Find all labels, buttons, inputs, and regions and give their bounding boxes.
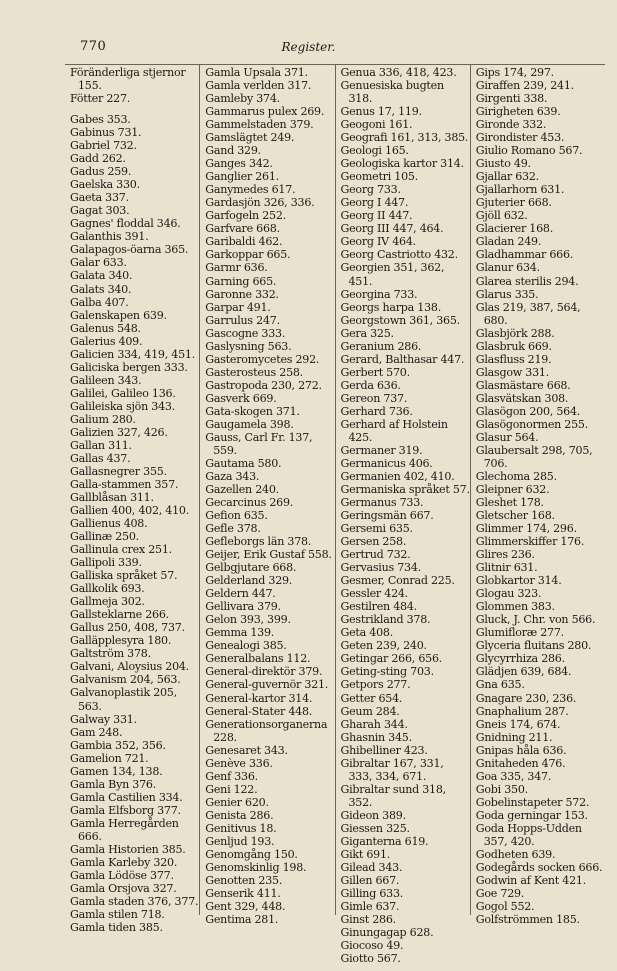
index-entry: Gazellen 240. bbox=[205, 483, 279, 496]
index-entry: Gallkolik 693. bbox=[70, 582, 145, 596]
index-entry: Geldern 447. bbox=[205, 587, 276, 601]
index-entry: Gera 325. bbox=[340, 326, 394, 340]
index-entry: Galiciska bergen 333. bbox=[70, 360, 188, 374]
index-entry: Godheten 639. bbox=[475, 847, 556, 861]
index-entry: Galizien 327, 426. bbox=[70, 425, 168, 439]
index-entry: Gamla Upsala 371. bbox=[205, 66, 308, 79]
index-entry: Gamla Karleby 320. bbox=[70, 855, 178, 869]
index-entry: Godwin af Kent 421. bbox=[475, 873, 586, 887]
index-entry: Glasfluss 219. bbox=[475, 352, 552, 366]
index-entry: Garonne 332. bbox=[205, 287, 279, 301]
index-entry: Gerhard 736. bbox=[340, 404, 413, 418]
index-entry: Giulio Romano 567. bbox=[475, 144, 583, 158]
index-entry: Glechoma 285. bbox=[475, 469, 557, 483]
index-entry: Gallmeja 302. bbox=[70, 595, 145, 609]
index-entry: Glimmerskiffer 176. bbox=[475, 535, 585, 549]
index-entry: Galium 280. bbox=[70, 412, 136, 426]
index-entry: Gna 635. bbox=[475, 678, 525, 692]
index-entry: Geologi 165. bbox=[340, 144, 409, 158]
index-entry: Gallsteklarne 266. bbox=[70, 608, 169, 622]
index-entry: Gobi 350. bbox=[475, 782, 528, 796]
index-entry: Ginst 286. bbox=[340, 913, 396, 927]
index-entry: Gereon 737. bbox=[340, 391, 408, 405]
index-entry: Gallipoli 339. bbox=[70, 556, 142, 570]
index-entry: Girgenti 338. bbox=[475, 92, 548, 106]
index-entry: Genista 286. bbox=[205, 808, 274, 822]
index-entry: Galenskapen 639. bbox=[70, 308, 167, 322]
index-entry: Giraffen 239, 241. bbox=[475, 79, 574, 93]
index-entry: Glädjen 639, 684. bbox=[475, 665, 572, 679]
index-entry: Gluck, J. Chr. von 566. bbox=[475, 613, 596, 627]
index-entry: Galvanism 204, 563. bbox=[70, 673, 181, 687]
index-columns bbox=[65, 64, 605, 966]
index-entry: Galerius 409. bbox=[70, 334, 143, 348]
index-column-1 bbox=[65, 65, 199, 935]
index-entry: Germaner 319. bbox=[340, 443, 423, 457]
index-entry: Gjöll 632. bbox=[475, 209, 528, 223]
index-entry: Gamla Lödöse 377. bbox=[70, 868, 174, 882]
index-entry: Gnipas håla 636. bbox=[475, 743, 567, 757]
index-entry: Galanthis 391. bbox=[70, 230, 149, 244]
index-entry: Geringsmän 667. bbox=[340, 509, 434, 523]
index-entry: Glasmästare 668. bbox=[475, 378, 571, 392]
index-entry: Genitivus 18. bbox=[205, 821, 277, 835]
index-entry: Gnitaheden 476. bbox=[475, 756, 566, 770]
index-entry: Gestilren 484. bbox=[340, 600, 417, 614]
index-entry: Gallienus 408. bbox=[70, 517, 148, 531]
index-entry: Georg III 447, 464. bbox=[340, 222, 444, 236]
index-entry: Gerard, Balthasar 447. bbox=[340, 352, 465, 366]
index-entry: Golfströmmen 185. bbox=[475, 913, 580, 927]
index-entry: Godegårds socken 666. bbox=[475, 860, 603, 874]
index-entry: Genuesiska bugten 318. bbox=[340, 79, 444, 106]
index-entry: Gellivara 379. bbox=[205, 600, 281, 614]
index-entry: Georgs harpa 138. bbox=[340, 300, 441, 314]
index-entry: Gata-skogen 371. bbox=[205, 404, 300, 418]
index-entry: Gamen 134, 138. bbox=[70, 764, 163, 778]
index-entry: Gips 174, 297. bbox=[475, 66, 554, 79]
index-entry: Germanien 402, 410. bbox=[340, 469, 455, 483]
index-entry: Gerda 636. bbox=[340, 378, 401, 392]
index-entry: Garibaldi 462. bbox=[205, 235, 283, 249]
index-entry: Gam 248. bbox=[70, 725, 123, 739]
index-entry: Gibraltar sund 318, 352. bbox=[340, 782, 446, 809]
index-entry: Genève 336. bbox=[205, 756, 273, 770]
index-entry: Gessler 424. bbox=[340, 587, 408, 601]
index-entry: Gjallar 632. bbox=[475, 170, 539, 184]
index-entry: Föränderliga stjernor 155. bbox=[70, 66, 186, 93]
index-entry: Glasögon 200, 564. bbox=[475, 404, 581, 418]
index-entry: Gautama 580. bbox=[205, 456, 282, 470]
index-entry: Gammarus pulex 269. bbox=[205, 105, 325, 119]
index-entry: Glasur 564. bbox=[475, 430, 539, 444]
index-entry: Ghibelliner 423. bbox=[340, 743, 428, 757]
index-entry: Gardasjön 326, 336. bbox=[205, 196, 315, 210]
index-entry: Genomgång 150. bbox=[205, 847, 298, 861]
index-entry: Gamla Byn 376. bbox=[70, 777, 156, 791]
index-entry: Georg Castriotto 432. bbox=[340, 248, 458, 262]
index-entry: Gneis 174, 674. bbox=[475, 717, 561, 731]
index-entry: Gallan 311. bbox=[70, 438, 132, 452]
index-entry: Glacierer 168. bbox=[475, 222, 553, 236]
index-entry: Gervasius 734. bbox=[340, 561, 421, 575]
index-entry: Gelbgjutare 668. bbox=[205, 561, 297, 575]
index-entry: Gersen 258. bbox=[340, 535, 407, 549]
index-entry: Gobelinstapeter 572. bbox=[475, 795, 590, 809]
index-column-3 bbox=[335, 65, 470, 966]
index-entry: Gikt 691. bbox=[340, 847, 391, 861]
index-entry: Glitnir 631. bbox=[475, 561, 538, 575]
index-entry: Gideon 389. bbox=[340, 808, 406, 822]
index-entry: Gallblåsan 311. bbox=[70, 491, 154, 504]
index-entry: Glanur 634. bbox=[475, 261, 540, 275]
index-entry: Gagnes' floddal 346. bbox=[70, 217, 181, 231]
index-entry: Gent 329, 448. bbox=[205, 900, 286, 913]
index-entry: Gentima 281. bbox=[205, 913, 279, 927]
index-entry: Goa 335, 347. bbox=[475, 769, 552, 783]
index-entry: Gnidning 211. bbox=[475, 730, 553, 744]
index-entry: Gabriel 732. bbox=[70, 139, 137, 153]
index-entry: Galläpplesyra 180. bbox=[70, 634, 172, 648]
index-entry: Galba 407. bbox=[70, 295, 129, 309]
index-entry: Gogol 552. bbox=[475, 900, 535, 913]
index-entry: Genus 17, 119. bbox=[340, 105, 422, 119]
index-entry: Gironde 332. bbox=[475, 118, 547, 132]
index-entry: Ghasnin 345. bbox=[340, 730, 412, 744]
index-entry: Giusto 49. bbox=[475, 157, 531, 171]
index-entry: Genf 336. bbox=[205, 769, 258, 783]
index-entry: Ganges 342. bbox=[205, 157, 273, 171]
index-entry: Galileen 343. bbox=[70, 373, 142, 387]
index-entry: Geten 239, 240. bbox=[340, 639, 427, 653]
index-entry: Giessen 325. bbox=[340, 821, 410, 835]
index-entry: Galvanoplastik 205, 563. bbox=[70, 686, 177, 713]
index-entry: General-Stater 448. bbox=[205, 704, 313, 718]
index-entry: Glommen 383. bbox=[475, 600, 555, 614]
index-entry: Gelon 393, 399. bbox=[205, 613, 291, 627]
index-entry: Gallinæ 250. bbox=[70, 530, 139, 544]
index-entry: Glasbjörk 288. bbox=[475, 326, 555, 340]
index-entry: Geranium 286. bbox=[340, 339, 422, 353]
index-entry: Giganterna 619. bbox=[340, 834, 429, 848]
index-entry: Gastropoda 230, 272. bbox=[205, 378, 322, 392]
index-entry: Gamslägtet 249. bbox=[205, 131, 295, 145]
index-entry: Galway 331. bbox=[70, 712, 137, 726]
index-entry: Galata 340. bbox=[70, 269, 133, 283]
index-entry: Germaniska språket 57. bbox=[340, 483, 470, 496]
index-entry: Gasverk 669. bbox=[205, 391, 277, 405]
index-entry: Gilead 343. bbox=[340, 860, 403, 874]
index-entry: Gabes 353. bbox=[70, 113, 131, 127]
index-entry: Fötter 227. bbox=[70, 92, 131, 106]
index-entry: Gibraltar 167, 331, 333, 334, 671. bbox=[340, 756, 444, 783]
index-entry: General-direktör 379. bbox=[205, 665, 323, 679]
index-entry: Gamla Historien 385. bbox=[70, 842, 186, 856]
index-entry: Generationsorganerna 228. bbox=[205, 717, 328, 744]
index-entry: Geometri 105. bbox=[340, 170, 418, 184]
index-entry: Gnagare 230, 236. bbox=[475, 691, 577, 705]
index-entry: Georg II 447. bbox=[340, 209, 413, 223]
index-entry: Gamla Castilien 334. bbox=[70, 790, 183, 804]
index-entry: Gertrud 732. bbox=[340, 548, 411, 562]
index-entry: Garpar 491. bbox=[205, 300, 271, 314]
index-entry: Gillen 667. bbox=[340, 873, 400, 887]
index-entry: Galtström 378. bbox=[70, 647, 151, 661]
index-entry: Gamleby 374. bbox=[205, 92, 280, 106]
index-entry: Gadd 262. bbox=[70, 152, 126, 166]
index-entry: Gamla tiden 385. bbox=[70, 921, 163, 935]
index-entry: Gamla Elfsborg 377. bbox=[70, 803, 181, 817]
index-entry: Ganglier 261. bbox=[205, 170, 279, 184]
index-entry: Gaugamela 398. bbox=[205, 417, 294, 431]
index-entry: Getpors 277. bbox=[340, 678, 411, 692]
index-entry: Glimmer 174, 296. bbox=[475, 522, 577, 536]
index-entry: Girigheten 639. bbox=[475, 105, 561, 119]
index-entry: Gjuterier 668. bbox=[475, 196, 552, 210]
index-entry: Glycyrrhiza 286. bbox=[475, 652, 565, 666]
index-entry: Glarea sterilis 294. bbox=[475, 274, 579, 288]
index-entry: Galapagos-öarna 365. bbox=[70, 243, 189, 257]
index-entry: Geologiska kartor 314. bbox=[340, 157, 464, 171]
index-entry: Georg 733. bbox=[340, 183, 401, 197]
index-entry: Gecarcinus 269. bbox=[205, 496, 294, 510]
index-entry: Georgien 351, 362, 451. bbox=[340, 261, 445, 288]
index-entry: Gefion 635. bbox=[205, 509, 268, 523]
index-entry: Georgstown 361, 365. bbox=[340, 313, 460, 327]
index-entry: Geni 122. bbox=[205, 782, 258, 796]
index-entry: Galileiska sjön 343. bbox=[70, 399, 175, 413]
index-entry: Gimle 637. bbox=[340, 900, 400, 913]
index-entry: Germanicus 406. bbox=[340, 456, 433, 470]
index-entry: Garkoppar 665. bbox=[205, 248, 291, 262]
index-entry: Gefleborgs län 378. bbox=[205, 535, 312, 549]
index-entry: Glasögonormen 255. bbox=[475, 417, 589, 431]
index-entry: Girondister 453. bbox=[475, 131, 565, 145]
index-entry: Gilling 633. bbox=[340, 886, 404, 900]
index-entry: Giotto 567. bbox=[340, 952, 401, 966]
index-entry: Glaubersalt 298, 705, 706. bbox=[475, 443, 593, 470]
index-entry: Gefle 378. bbox=[205, 522, 261, 536]
index-entry: Genserik 411. bbox=[205, 886, 281, 900]
index-entry: Gladhammar 666. bbox=[475, 248, 574, 262]
index-entry: Glogau 323. bbox=[475, 587, 542, 601]
index-entry: Gabinus 731. bbox=[70, 126, 142, 140]
index-entry: Garfogeln 252. bbox=[205, 209, 286, 223]
running-title: Register. bbox=[281, 40, 336, 54]
index-entry: Galenus 548. bbox=[70, 321, 141, 335]
index-entry: Garmr 636. bbox=[205, 261, 268, 275]
index-entry: Galicien 334, 419, 451. bbox=[70, 347, 195, 361]
index-entry: Garfvare 668. bbox=[205, 222, 280, 236]
index-entry: Geografi 161, 313, 385. bbox=[340, 131, 469, 145]
index-entry: Glas 219, 387, 564, 680. bbox=[475, 300, 581, 327]
index-entry: Gamla verlden 317. bbox=[205, 79, 312, 93]
index-entry: Glarus 335. bbox=[475, 287, 539, 301]
index-entry: Garning 665. bbox=[205, 274, 277, 288]
index-entry: Geum 284. bbox=[340, 704, 400, 718]
index-entry: Giocoso 49. bbox=[340, 939, 404, 953]
index-entry: Gamla Orsjova 327. bbox=[70, 881, 177, 895]
index-column-2 bbox=[199, 65, 334, 927]
index-entry: Getter 654. bbox=[340, 691, 403, 705]
index-entry: Gleshet 178. bbox=[475, 496, 544, 510]
index-entry: Gasteromycetes 292. bbox=[205, 352, 320, 366]
index-entry: Georg IV 464. bbox=[340, 235, 416, 249]
index-entry: Galar 633. bbox=[70, 256, 127, 270]
index-entry: Gnaphalium 287. bbox=[475, 704, 569, 718]
index-entry: Ginungagap 628. bbox=[340, 926, 434, 940]
index-entry: Geta 408. bbox=[340, 626, 393, 640]
index-entry: Georg I 447. bbox=[340, 196, 409, 210]
index-entry: Genesaret 343. bbox=[205, 743, 288, 757]
index-column-4 bbox=[470, 65, 605, 927]
index-entry: Genomskinlig 198. bbox=[205, 860, 307, 874]
index-entry: Glasbruk 669. bbox=[475, 339, 552, 353]
index-entry: Garrulus 247. bbox=[205, 313, 280, 327]
index-entry: Galvani, Aloysius 204. bbox=[70, 660, 189, 674]
index-entry: Gasterosteus 258. bbox=[205, 365, 303, 379]
index-entry: Gamla stilen 718. bbox=[70, 908, 165, 921]
index-entry: Gaelska 330. bbox=[70, 178, 140, 192]
index-entry: Gamelion 721. bbox=[70, 751, 149, 765]
index-entry: Glasgow 331. bbox=[475, 365, 549, 379]
index-entry: Gallien 400, 402, 410. bbox=[70, 504, 190, 518]
index-entry: Glasvätskan 308. bbox=[475, 391, 569, 405]
page-number: 770 bbox=[80, 39, 107, 54]
index-entry: Gesmer, Conrad 225. bbox=[340, 574, 455, 588]
index-entry: Genotten 235. bbox=[205, 873, 283, 887]
index-entry: Gjallarhorn 631. bbox=[475, 183, 565, 197]
index-entry: Galliska språket 57. bbox=[70, 569, 178, 583]
index-entry: Gagat 303. bbox=[70, 204, 130, 218]
index-entry: Genealogi 385. bbox=[205, 639, 287, 653]
index-entry: Gallas 437. bbox=[70, 451, 131, 465]
index-entry: Gadus 259. bbox=[70, 165, 132, 179]
index-entry: Goda gerningar 153. bbox=[475, 808, 588, 822]
index-entry: Geijer, Erik Gustaf 558. bbox=[205, 548, 332, 562]
index-entry: Gamla staden 376, 377. bbox=[70, 894, 199, 908]
index-entry: Genier 620. bbox=[205, 795, 269, 809]
index-entry: Generalbalans 112. bbox=[205, 652, 311, 666]
index-entry: Gharah 344. bbox=[340, 717, 408, 731]
index-entry: Geogoni 161. bbox=[340, 118, 413, 132]
index-entry: Gamla Herregården 666. bbox=[70, 816, 179, 843]
index-entry: Gascogne 333. bbox=[205, 326, 286, 340]
index-entry: Gestrikland 378. bbox=[340, 613, 431, 627]
index-entry: Georgina 733. bbox=[340, 287, 418, 301]
index-entry: Ganymedes 617. bbox=[205, 183, 296, 197]
index-entry: Getingar 266, 656. bbox=[340, 652, 443, 666]
index-entry: Gleipner 632. bbox=[475, 483, 550, 496]
index-entry: Glires 236. bbox=[475, 548, 535, 562]
index-entry: Gaza 343. bbox=[205, 469, 260, 483]
index-entry: Glumifloræ 277. bbox=[475, 626, 564, 640]
index-gap bbox=[70, 105, 199, 113]
index-entry: Gallinula crex 251. bbox=[70, 543, 172, 557]
index-entry: Gemma 139. bbox=[205, 626, 275, 640]
index-entry: Gletscher 168. bbox=[475, 509, 555, 523]
index-entry: General-guvernör 321. bbox=[205, 678, 329, 692]
index-entry: Gladan 249. bbox=[475, 235, 542, 249]
index-entry: Galilei, Galileo 136. bbox=[70, 386, 176, 400]
index-entry: Gaslysning 563. bbox=[205, 339, 292, 353]
index-entry: Geting-sting 703. bbox=[340, 665, 434, 679]
index-entry: General-kartor 314. bbox=[205, 691, 313, 705]
index-entry: Globkartor 314. bbox=[475, 574, 562, 588]
index-entry: Gerbert 570. bbox=[340, 365, 410, 379]
index-entry: Gerhard af Holstein 425. bbox=[340, 417, 448, 444]
index-entry: Gelderland 329. bbox=[205, 574, 293, 588]
index-entry: Gaeta 337. bbox=[70, 191, 129, 205]
index-entry: Gallasnegrer 355. bbox=[70, 464, 167, 478]
index-entry: Gambia 352, 356. bbox=[70, 738, 166, 752]
index-entry: Genua 336, 418, 423. bbox=[340, 66, 457, 79]
index-entry: Genljud 193. bbox=[205, 834, 275, 848]
index-entry: Gauss, Carl Fr. 137, 559. bbox=[205, 430, 313, 457]
index-entry: Goe 729. bbox=[475, 886, 525, 900]
index-entry: Glyceria fluitans 280. bbox=[475, 639, 592, 653]
index-entry: Gammelstaden 379. bbox=[205, 118, 314, 132]
index-entry: Goda Hopps-Udden 357, 420. bbox=[475, 821, 582, 848]
index-entry: Galla-stammen 357. bbox=[70, 477, 179, 491]
index-entry: Galats 340. bbox=[70, 282, 132, 296]
index-entry: Gand 329. bbox=[205, 144, 261, 158]
index-entry: Gersemi 635. bbox=[340, 522, 413, 536]
index-entry: Germanus 733. bbox=[340, 496, 424, 510]
index-entry: Gallus 250, 408, 737. bbox=[70, 621, 185, 635]
